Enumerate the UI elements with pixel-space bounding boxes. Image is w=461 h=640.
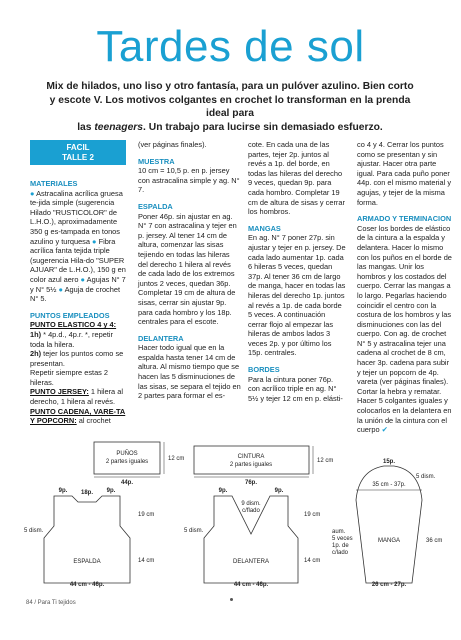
delantera-9p-right: 9p.	[274, 488, 284, 494]
delantera-19cm: 19 cm	[304, 512, 321, 518]
puntos-heading: PUNTOS EMPLEADOS	[30, 310, 110, 320]
punto-cadena: PUNTO CADENA, VARE-TA Y POPCORN: al crochet	[30, 406, 126, 426]
manga-top-width: 35 cm - 37p.	[372, 482, 406, 488]
punos-sub: 2 partes iguales	[105, 459, 149, 465]
intro-text: (ver páginas finales).	[138, 140, 207, 149]
delantera-ciflado: c/flado	[242, 508, 260, 514]
cintura-sub: 2 partes iguales	[229, 462, 273, 468]
punto-elastico: PUNTO ELASTICO 4 y 4: 1h) * 4p.d., 4p.r. *, repetir toda la hilera. 2h) tejer los puntos como se presentan. Repetir siempre estas 2 hileras.	[30, 320, 124, 387]
lead-line-3c: . Un trabajo para lucirse sin demasiado esfuerzo.	[143, 121, 383, 133]
lead-line-1: Mix de hilados, uno liso y otro fantasía, para un pulóver azulino. Bien corto	[46, 81, 414, 92]
page-footer: 84 / Para Ti tejidos	[26, 600, 76, 606]
column-1	[30, 140, 126, 426]
espalda-heading: ESPALDA	[138, 201, 173, 211]
delantera-9p-left: 9p.	[218, 488, 228, 494]
manga-aum-4: c/lado	[332, 550, 349, 556]
materiales-heading: MATERIALES	[30, 179, 78, 188]
espalda-19cm: 19 cm	[138, 512, 155, 518]
punos-piece	[94, 442, 184, 486]
column-4	[357, 140, 452, 435]
bordes-heading: BORDES	[248, 365, 280, 375]
muestra-heading: MUESTRA	[138, 156, 175, 166]
manga-36cm: 36 cm	[426, 538, 443, 544]
lead-line-3a: las	[77, 121, 95, 133]
level-label: FACIL	[66, 143, 90, 152]
espalda-piece	[24, 488, 154, 588]
page-title: Tardes de sol	[96, 22, 365, 71]
column-3	[248, 140, 346, 403]
lead-paragraph	[40, 80, 420, 134]
espalda-width: 44 cm - 46p.	[69, 582, 105, 588]
mangas-text: En ag. N° 7 poner 27p. sin ajustar y tejer en p. jersey. De cada lado aumentar 1p. cada 6 hileras 5 veces, quedan 37p. Al tener 36 cm de largo de manga, hacer en todas las hileras del derecho 1p. juntos al revés a 1p. de cada borde 5 veces. A continuación cerrar flojo al empezar las hileras de ambos lados 3 veces 2p. y por último los 15p. centrales.	[248, 233, 346, 358]
manga-aum-3: 1p. de	[332, 543, 349, 549]
bullet-icon: ●	[58, 284, 63, 294]
page-dot	[230, 598, 233, 601]
column-2	[138, 140, 241, 401]
delantera-width: 44 cm - 46p.	[233, 582, 269, 588]
materiales-text: ● Astracalina acrílica gruesa te-jida simple (sugerencia Hilado "RUSTICOLOR" de L.H.O.), aproximadamente 350 g es-tampada en tonos azulino y turquesa ● Fibra acrílica fanta tejida triple (sugerencia Hila-do "SUPER AJUAR" de L.H.O.), 150 g en color azul aero ● Agujas N° 7 y N° 5½ ● Aguja de crochet N° 5.	[30, 188, 126, 304]
bullet-icon: ●	[30, 188, 35, 198]
mangas-heading: MANGAS	[248, 223, 281, 233]
delantera-9dism: 9 dism.	[241, 501, 261, 507]
espalda-text: Poner 46p. sin ajustar en ag. N° 7 con astracalina y tejer en p. jersey. Al tener 14 cm de altura, comenzar las sisas tejiendo en todas las hileras del derecho 1 hilera al revés de cada lado de los extremos juntos 2 veces, quedan 36p. Completar 19 cm de altura de sisas, cerrar sin ajustar 9p. para cada hombro y los 18p. centrales para el escote.	[138, 211, 237, 327]
cintura-height: 12 cm	[317, 458, 334, 464]
manga-width: 26 cm - 27p.	[371, 582, 407, 588]
delantera-label: DELANTERA	[232, 559, 270, 565]
bordes-text: Para la cintura poner 76p. con acrílico triple en ag. N° 5½ y tejer 12 cm en p. elásti-	[248, 374, 343, 403]
manga-aum-1: aum.	[332, 529, 346, 535]
manga-5dism: 5 dism.	[416, 474, 436, 480]
espalda-label: ESPALDA	[73, 559, 101, 565]
delantera-5dism: 5 dism.	[184, 528, 204, 534]
pattern-diagrams	[14, 438, 454, 588]
punto-jersey: PUNTO JERSEY: 1 hilera al derecho, 1 hilera al revés.	[30, 387, 123, 407]
escote-text: cote. En cada una de las partes, tejer 2p. juntos al revés a 1p. del borde, en todas las hileras del derecho 9 veces, quedan 9p. para cada hombro. Completar 19 cm de altura de sisas y cerrar los hombros.	[248, 140, 345, 217]
espalda-14cm: 14 cm	[138, 558, 155, 564]
delantera-14cm: 14 cm	[304, 558, 321, 564]
difficulty-badge	[30, 140, 126, 165]
size-label: TALLE 2	[62, 152, 94, 162]
manga-label: MANGA	[377, 538, 401, 544]
muestra-text: 10 cm = 10,5 p. en p. jersey con astracalina simple y ag. N° 7.	[138, 166, 240, 195]
punos-label: PUÑOS	[116, 451, 138, 457]
cintura-label: CINTURA	[237, 454, 265, 460]
delantera-heading: DELANTERA	[138, 333, 184, 343]
espalda-top: 18p.	[80, 490, 94, 496]
punos-height: 12 cm	[168, 456, 185, 462]
delantera-text: Hacer todo igual que en la espalda hasta tener 14 cm de altura. Al mismo tiempo que se hacen las 5 disminuciones de las sisas, se separa el tejido en 2 partes para formar el es-	[138, 343, 241, 401]
punos-text: co 4 y 4. Cerrar los puntos como se presentan y sin ajustar. Hacer otra parte igual. Para cada puño poner 44p. con el mismo material y agujas, y tejer de la misma forma.	[357, 140, 452, 207]
lead-line-2: y escote V. Los motivos colgantes en crochet lo transforman en la prenda ideal para	[49, 94, 411, 120]
espalda-9p-left: 9p.	[58, 488, 68, 494]
punos-width: 44p.	[120, 480, 134, 486]
armado-text: Coser los bordes de elástico de la cintura a la espalda y delantera. Hacer lo mismo con los puños en el borde de las mangas. Unir los hombros y los costados del cuerpo. Cerrar las mangas a lo largo. Pegarlas haciendo coincidir el centro con la costura de los hombros y las disminuciones con las del cuerpo. Con ag. de crochet N° 5 y astracalina tejer una cadena al crochet de 8 cm, hacer 3p. cadena para subir y tejer un popcorn de 4p. vareta (ver páginas finales). Cortar la hebra y rematar. Hacer 5 colgantes iguales y colocarlos en la delantera en la unión de la cintura con el cuerpo ✔	[357, 223, 452, 435]
cintura-piece	[194, 446, 333, 486]
manga-aum-2: 5 veces	[332, 536, 353, 542]
bullet-icon: ●	[92, 236, 97, 246]
delantera-piece	[184, 488, 320, 588]
cintura-width: 76p.	[244, 480, 258, 486]
manga-top: 15p.	[382, 459, 396, 465]
manga-piece	[332, 459, 442, 588]
armado-heading: ARMADO Y TERMINACION	[357, 214, 452, 224]
espalda-5dism: 5 dism.	[24, 528, 44, 534]
check-icon: ✔	[381, 425, 388, 435]
bullet-icon: ●	[80, 274, 86, 284]
lead-line-3b: teenagers	[94, 121, 144, 133]
espalda-9p-right: 9p.	[106, 488, 116, 494]
